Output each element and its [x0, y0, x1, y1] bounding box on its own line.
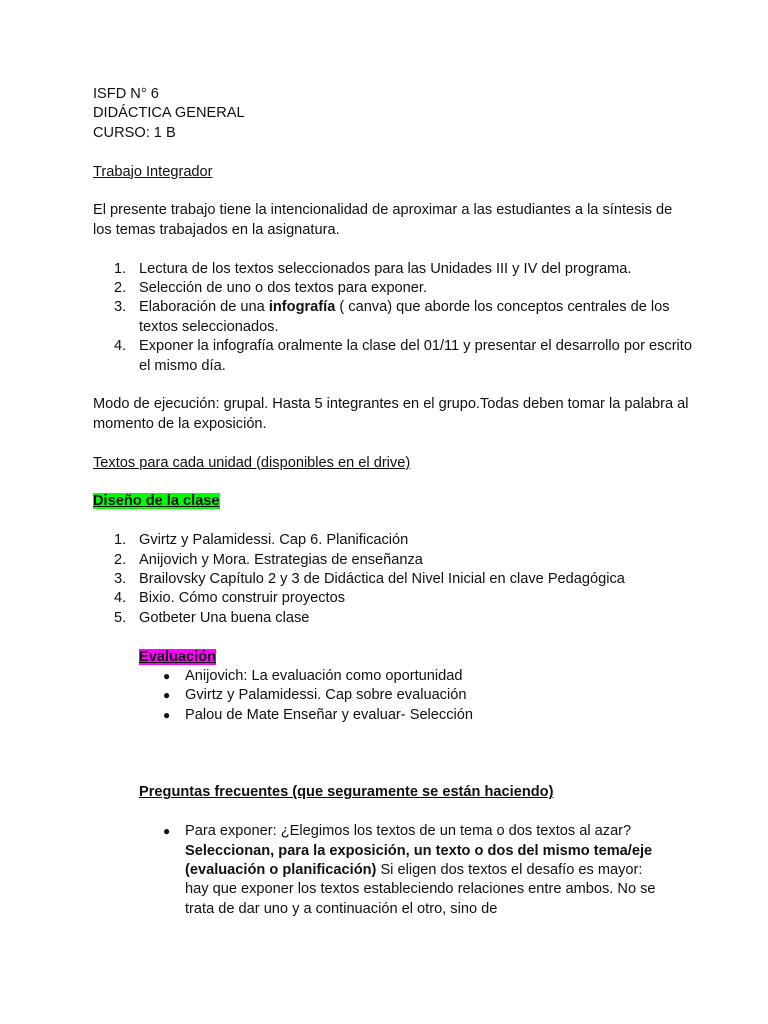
list-item: 5. Gotbeter Una buena clase [114, 609, 310, 626]
header-course: CURSO: 1 B [93, 124, 176, 141]
steps-list [93, 260, 693, 376]
bullet-icon: ● [163, 669, 171, 684]
list-item: 1. Gvirtz y Palamidessi. Cap 6. Planificación [114, 532, 409, 549]
bullet-icon: ● [163, 707, 171, 722]
header-institution: ISFD N° 6 [93, 86, 159, 102]
faq-list [139, 822, 669, 919]
document-page [93, 85, 693, 919]
bullet-icon: ● [163, 688, 171, 703]
list-item: ● Anijovich: La evaluación como oportunidad [139, 667, 693, 686]
list-item: 4. Bixio. Cómo construir proyectos [114, 590, 346, 607]
bullet-icon: ● [163, 824, 171, 839]
list-item: 2. Selección de uno o dos textos para exponer. [114, 280, 428, 297]
list-item: ● Gvirtz y Palamidessi. Cap sobre evaluación [139, 686, 693, 705]
modo-paragraph: Modo de ejecución: grupal. Hasta 5 integrantes en el grupo.Todas deben tomar la palabra al momento de la exposición. [93, 396, 689, 432]
page-title: Trabajo Integrador [93, 163, 213, 180]
faq-heading: Preguntas frecuentes (que seguramente se están haciendo) [139, 784, 554, 801]
list-item: 3. Elaboración de una infografía ( canva) que aborde los conceptos centrales de los textos seleccionados. [114, 299, 670, 335]
list-item: 4. Exponer la infografía oralmente la clase del 01/11 y presentar el desarrollo por escrito el mismo día. [114, 338, 692, 374]
evaluacion-heading: Evaluación [139, 648, 217, 665]
intro-paragraph: El presente trabajo tiene la intencionalidad de aproximar a las estudiantes a la síntesis de los temas trabajados en la asignatura. [93, 202, 673, 238]
header-subject: DIDÁCTICA GENERAL [93, 105, 245, 122]
list-item: ● Para exponer: ¿Elegimos los textos de un tema o dos textos al azar? Seleccionan, para la exposición, un texto o dos del mismo tema/eje (evaluación o planificación) Si eligen dos textos el desafío es mayor: hay que exponer los textos estableciendo relaciones entre ambos. No se trata de dar uno y a continuación el otro, sino de [163, 823, 656, 917]
list-item: 2. Anijovich y Mora. Estrategias de enseñanza [114, 551, 423, 568]
textos-heading: Textos para cada unidad (disponibles en el drive) [93, 454, 411, 471]
list-item: ● Palou de Mate Enseñar y evaluar- Selección [139, 706, 693, 725]
diseno-heading: Diseño de la clase [93, 493, 220, 510]
list-item: 1. Lectura de los textos seleccionados para las Unidades III y IV del programa. [114, 260, 632, 277]
evaluacion-list [139, 667, 693, 725]
list-item: 3. Brailovsky Capítulo 2 y 3 de Didáctica del Nivel Inicial en clave Pedagógica [114, 571, 625, 588]
diseno-list [93, 531, 693, 628]
